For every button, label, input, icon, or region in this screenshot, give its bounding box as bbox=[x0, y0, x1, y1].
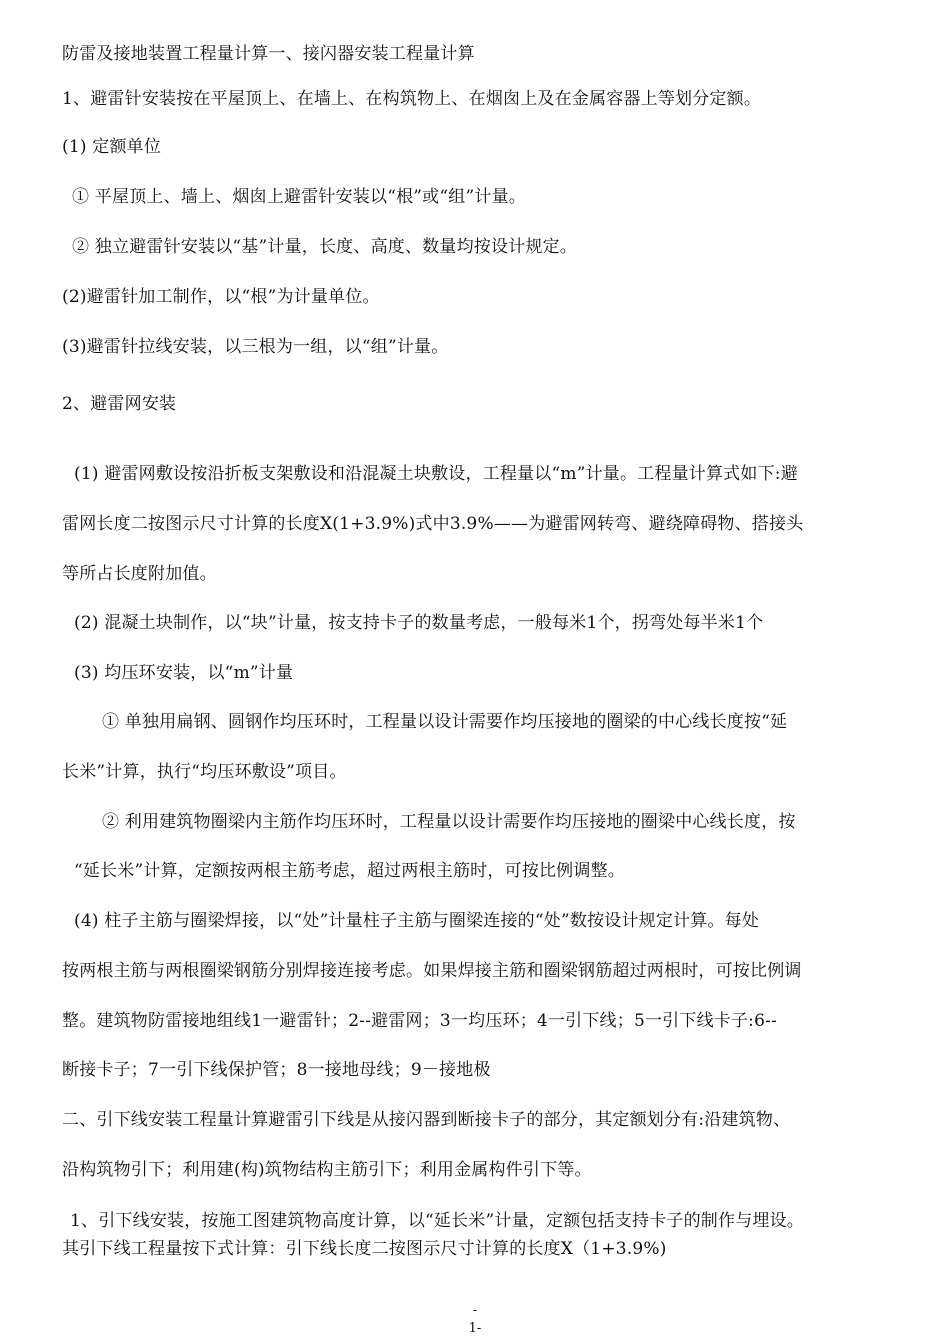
paragraph-line: 等所占长度附加值。 bbox=[62, 564, 217, 584]
paragraph-line: ① 平屋顶上、墙上、烟囱上避雷针安装以“根”或“组”计量。 bbox=[72, 187, 526, 207]
paragraph-line: (1) 避雷网敷设按沿折板支架敷设和沿混凝土块敷设，工程量以“m”计量。工程量计算式如下:避 bbox=[74, 464, 798, 484]
page-number-dash: - bbox=[472, 1303, 478, 1318]
paragraph-line: ② 独立避雷针安装以“基”计量，长度、高度、数量均按设计规定。 bbox=[72, 237, 577, 257]
paragraph-line: 按两根主筋与两根圈梁钢筋分别焊接连接考虑。如果焊接主筋和圈梁钢筋超过两根时，可按比例调 bbox=[62, 961, 802, 981]
paragraph-line: 其引下线工程量按下式计算：引下线长度二按图示尺寸计算的长度X（1+3.9%) bbox=[62, 1239, 667, 1259]
paragraph-line: 长米”计算，执行“均压环敷设”项目。 bbox=[62, 762, 347, 782]
doc-title: 防雷及接地装置工程量计算一、接闪器安装工程量计算 bbox=[62, 44, 475, 64]
paragraph-line: (2) 混凝土块制作，以“块”计量，按支持卡子的数量考虑，一般每米1个，拐弯处每半米1个 bbox=[74, 613, 764, 633]
paragraph-line: ② 利用建筑物圈梁内主筋作均压环时，工程量以设计需要作均压接地的圈梁中心线长度，按 bbox=[102, 812, 796, 832]
paragraph-line: 雷网长度二按图示尺寸计算的长度X(1+3.9%)式中3.9%——为避雷网转弯、避绕障碍物、搭接头 bbox=[62, 514, 804, 534]
section-heading: 2、避雷网安装 bbox=[62, 394, 177, 414]
paragraph-line: 断接卡子；7一引下线保护管；8一接地母线；9－接地极 bbox=[62, 1060, 491, 1080]
paragraph-line: 1、引下线安装，按施工图建筑物高度计算，以“延长米”计量，定额包括支持卡子的制作与埋设。 bbox=[70, 1211, 804, 1231]
section-heading: 二、引下线安装工程量计算避雷引下线是从接闪器到断接卡子的部分，其定额划分有:沿建筑物、 bbox=[62, 1110, 791, 1130]
paragraph-line: “延长米”计算，定额按两根主筋考虑，超过两根主筋时，可按比例调整。 bbox=[74, 861, 625, 881]
page-number: 1- bbox=[468, 1321, 482, 1336]
paragraph-line: (1) 定额单位 bbox=[62, 137, 162, 157]
paragraph-line: 1、避雷针安装按在平屋顶上、在墙上、在构筑物上、在烟囱上及在金属容器上等划分定额。 bbox=[62, 89, 762, 109]
paragraph-line: 沿构筑物引下；利用建(构)筑物结构主筋引下；利用金属构件引下等。 bbox=[62, 1160, 592, 1180]
paragraph-line: ① 单独用扁钢、圆钢作均压环时，工程量以设计需要作均压接地的圈梁的中心线长度按“延 bbox=[102, 712, 788, 732]
paragraph-line: (3)避雷针拉线安装，以三根为一组，以“组”计量。 bbox=[62, 337, 449, 357]
paragraph-line: (4) 柱子主筋与圈梁焊接，以“处”计量柱子主筋与圈梁连接的“处”数按设计规定计算。每处 bbox=[74, 911, 760, 931]
paragraph-line: (3) 均压环安装，以“m”计量 bbox=[74, 663, 294, 683]
paragraph-line: (2)避雷针加工制作，以“根”为计量单位。 bbox=[62, 287, 380, 307]
paragraph-line: 整。建筑物防雷接地组线1一避雷针；2--避雷网；3一均压环；4一引下线；5一引下线卡子:6-- bbox=[62, 1011, 777, 1031]
